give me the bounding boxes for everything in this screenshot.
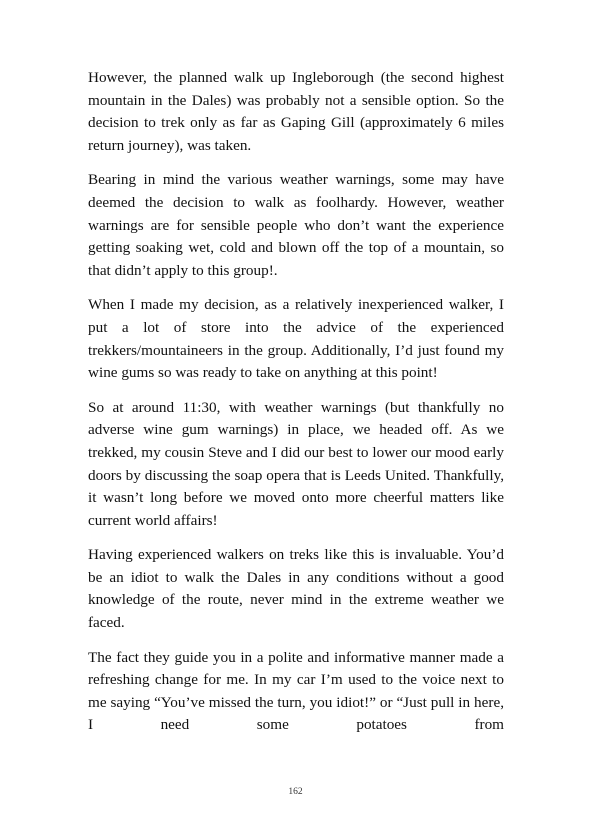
paragraph: The fact they guide you in a polite and informative manner made a refreshing change for me. In my car I’m used to the voice next to me saying “You’ve missed the turn, you idiot!” or “Just pull in here, I need some potatoes from [88, 648, 504, 734]
paragraph: However, the planned walk up Ingleborough (the second highest mountain in the Dales) was probably not a sensible option. So the decision to trek only as far as Gaping Gill (approximately 6 miles return journey), was taken. [88, 69, 504, 154]
body-text [88, 67, 504, 749]
page-number: 162 [288, 787, 303, 797]
paragraph: Having experienced walkers on treks like this is invaluable. You’d be an idiot to walk the Dales in any conditions without a good knowledge of the route, never mind in the extreme weather we faced. [88, 546, 504, 632]
paragraph: When I made my decision, as a relatively inexperienced walker, I put a lot of store into the advice of the experienced trekkers/mountaineers in the group. Additionally, I’d just found my wine gums so was ready to take on anything at this point! [88, 296, 504, 382]
paragraph: So at around 11:30, with weather warnings (but thankfully no adverse wine gum warnings) in place, we headed off. As we trekked, my cousin Steve and I did our best to lower our mood early doors by discussing the soap opera that is Leeds United. Thankfully, it wasn’t long before we moved onto more cheerful matters like current world affairs! [88, 398, 504, 529]
paragraph: Bearing in mind the various weather warnings, some may have deemed the decision to walk as foolhardy. However, weather warnings are for sensible people who don’t want the experience getting soaking wet, cold and blown off the top of a mountain, so that didn’t apply to this group!. [88, 171, 504, 279]
